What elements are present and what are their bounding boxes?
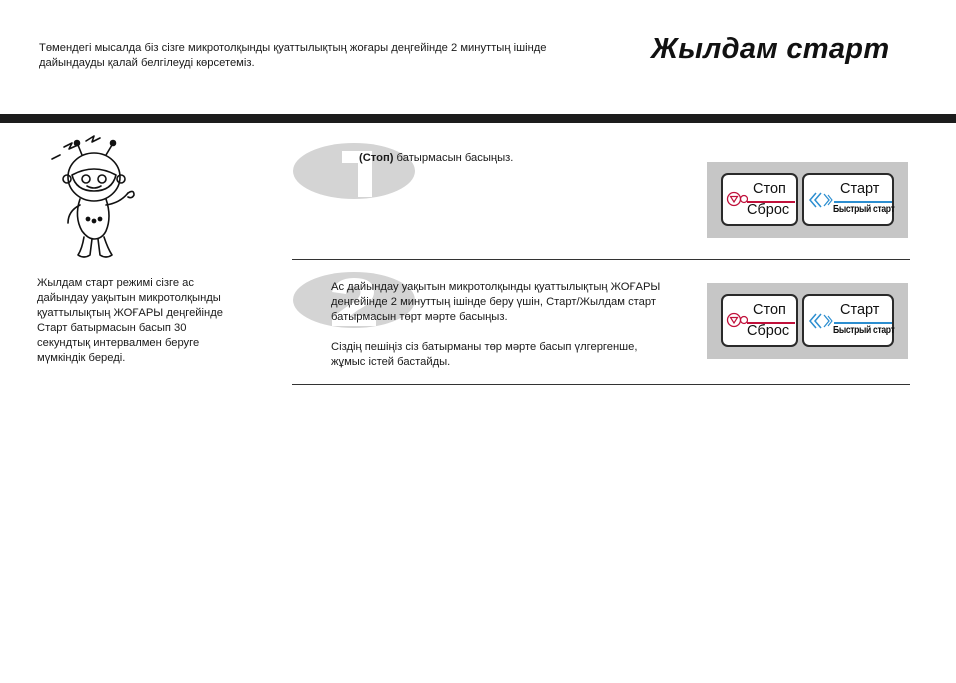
- start-wave-icon: [807, 312, 833, 330]
- reset-label: Сброс: [747, 202, 790, 218]
- step1-instruction-rest: батырмасын басыңыз.: [393, 152, 514, 164]
- step-number-1: [292, 141, 417, 201]
- reset-label: Сброс: [747, 323, 790, 339]
- stop-label: Стоп: [753, 181, 786, 197]
- control-panel-2: [707, 283, 908, 359]
- stop-label: Стоп: [753, 302, 786, 318]
- step2-instruction: [331, 280, 671, 370]
- start-divider: [834, 322, 892, 324]
- stop-reset-button[interactable]: [721, 294, 798, 347]
- start-wave-icon: [807, 191, 833, 209]
- intro-text: Төмендегі мысалда біз сізге микротолқынды қуаттылықтың жоғары деңгейінде 2 минуттың ішінде дайындауды қалай белгілеуді көрсетеміз.: [39, 42, 547, 69]
- quick-start-label: Быстрый старт: [833, 204, 895, 215]
- control-panel-1: [707, 162, 908, 238]
- step-divider-1: [292, 259, 910, 260]
- step1-instruction: [359, 151, 513, 166]
- step2-paragraph-1: Ас дайындау уақытын микротолқынды қуаттылықтың ЖОҒАРЫ деңгейінде 2 минуттың ішінде беру үшін, Старт/Жылдам старт батырмасын төрт мәрте басыңыз.: [331, 281, 661, 323]
- quick-start-label: Быстрый старт: [833, 325, 895, 336]
- start-quick-start-button[interactable]: [802, 173, 894, 226]
- start-label: Старт: [840, 302, 880, 318]
- start-quick-start-button[interactable]: [802, 294, 894, 347]
- header-divider-bar: [0, 114, 956, 123]
- start-label: Старт: [840, 181, 880, 197]
- mascot-illustration: [42, 133, 160, 263]
- sidebar-description: Жылдам старт режимі сізге ас дайындау уақытын микротолқынды қуаттылықтың ЖОҒАРЫ деңгейінде Старт батырмасын басып 30 секундтық интервалмен беруге мүмкіндік береді.: [37, 277, 223, 364]
- stop-reset-button[interactable]: [721, 173, 798, 226]
- page-title: Жылдам старт: [651, 33, 890, 65]
- start-divider: [834, 201, 892, 203]
- step1-stop-label: (Стоп): [359, 152, 394, 164]
- step-divider-2: [292, 384, 910, 385]
- step2-paragraph-2: Сіздің пешіңіз сіз батырманы төр мәрте басып үлгергенше, жұмыс істей бастайды.: [331, 341, 638, 368]
- stop-triangle-icon: [726, 310, 748, 330]
- stop-triangle-icon: [726, 189, 748, 209]
